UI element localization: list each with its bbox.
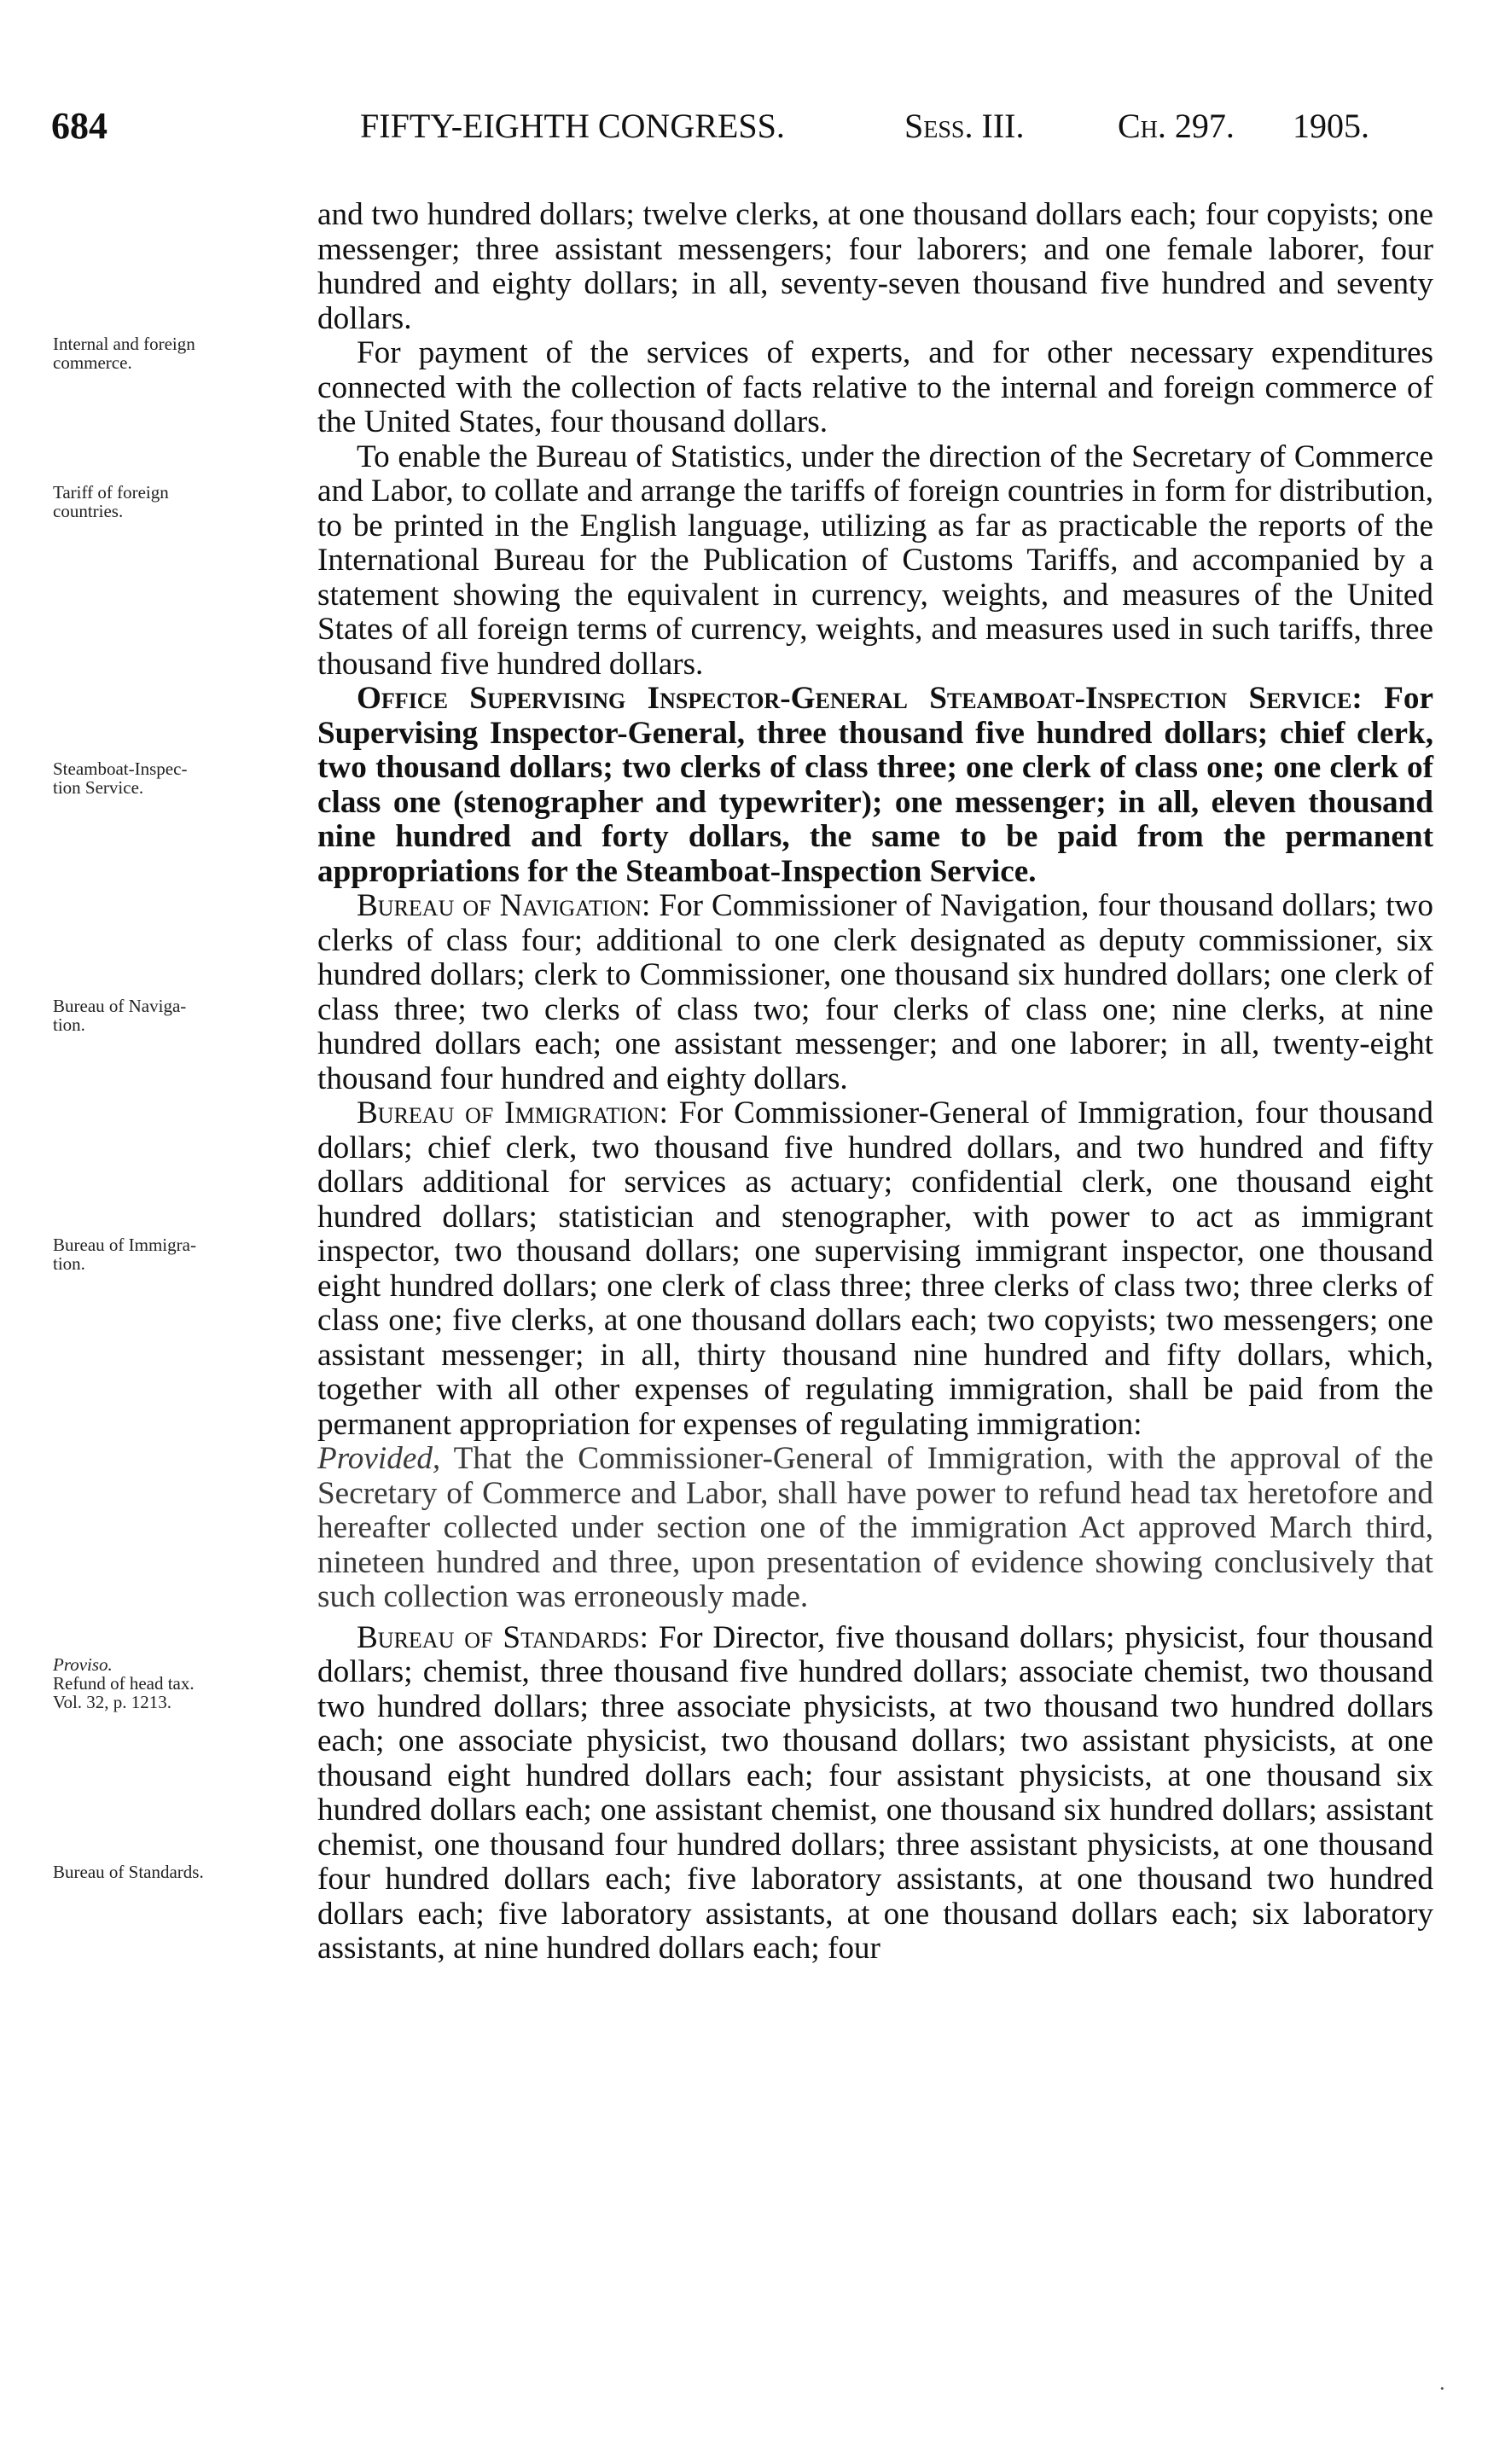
margin-note-internal-commerce: Internal and foreign commerce.	[53, 334, 195, 373]
margin-note-proviso	[53, 1655, 326, 1711]
immigration-body: For Commissioner-General of Immigration, four thousand dollars; chief clerk, two thousand five hundred dollars, and two hundred and fifty dollars additional for services as actuary; confidential clerk, one thousand eight hundred dollars; statistician and stenographer, with power to act as immigrant inspector, two thousand dollars; one supervising immigrant inspector, one thousand eight hundred dollars; one clerk of class three; three clerks of class two; three clerks of class one; five clerks, at one thousand dollars each; two copyists; two messengers; one assistant messenger; in all, thirty thousand nine hundred and fifty dollars, which, together with all other expenses of regulating immigration, shall be paid from the permanent appropriation for expenses of regulating immigration:	[317, 1095, 1433, 1442]
paragraph-immigration	[317, 1096, 1433, 1442]
standards-heading: Bureau of Standards:	[357, 1619, 648, 1655]
paragraph-steamboat-inspection	[317, 682, 1433, 889]
proviso-word: Provided,	[317, 1441, 441, 1476]
steamboat-heading: Office Supervising Inspector-General Steamboat-Inspection Service:	[357, 681, 1363, 716]
paragraph-tariffs: To enable the Bureau of Statistics, under the direction of the Secretary of Commerce and Labor, to collate and arrange the tariffs of foreign countries in form for distribution, to be printed in the English language, utilizing as far as practicable the reports of the International Bureau for the Publication of Customs Tariffs, and accompanied by a statement showing the equivalent in currency, weights, and measures of the United States of all foreign terms of currency, weights, and measures used in such tariffs, three thousand five hundred dollars.	[317, 439, 1433, 682]
standards-body: For Director, five thousand dollars; physicist, four thousand dollars; chemist, three thousand five hundred dollars; associate chemist, two thousand two hundred dollars; three associate physicists, at two thousand two hundred dollars each; one associate physicist, two thousand dollars; two assistant physicists, at one thousand eight hundred dollars each; four assistant physicists, at one thousand six hundred dollars each; one assistant chemist, one thousand six hundred dollars; assistant chemist, one thousand four hundred dollars; three assistant physicists, at one thousand four hundred dollars each; five laboratory assistants, at one thousand two hundred dollars each; five laboratory assistants, at one thousand dollars each; six laboratory assistants, at nine hundred dollars each; four	[317, 1619, 1433, 1966]
paragraph-navigation	[317, 889, 1433, 1096]
main-text-column	[317, 198, 1433, 1967]
page-header	[51, 101, 1382, 152]
immigration-heading: Bureau of Immigration:	[357, 1095, 668, 1130]
steamboat-body: For Supervising Inspector-General, three thousand five hundred dollars; chief clerk, two thousand dollars; two clerks of class three; one clerk of class one; one clerk of class one (stenographer and typewriter); one messenger; in all, eleven thousand nine hundred and forty dollars, the same to be paid from the permanent appropriations for the Steamboat-Inspection Service.	[317, 681, 1433, 889]
print-speck: ·	[1438, 2376, 1446, 2401]
refund-head-tax-label: Refund of head tax.	[53, 1673, 195, 1694]
paragraph-standards	[317, 1621, 1433, 1967]
year-label: 1905.	[1293, 107, 1369, 145]
paragraph-continued: and two hundred dollars; twelve clerks, at one thousand dollars each; four copyists; one messenger; three assistant messengers; four laborers; and one female laborer, four hundred and eighty dollars; in all, seventy-seven thousand five hundred and seventy dollars.	[317, 197, 1433, 336]
navigation-body: For Commissioner of Navigation, four thousand dollars; two clerks of class four; additional to one clerk designated as deputy commissioner, six hundred dollars; clerk to Commissioner, one thousand six hundred dollars; one clerk of class three; two clerks of class two; four clerks of class one; nine clerks, at nine hundred dollars each; one assistant messenger; and one laborer; in all, twenty-eight thousand four hundred and eighty dollars.	[317, 888, 1433, 1096]
volume-reference: Vol. 32, p. 1213.	[53, 1692, 172, 1712]
paragraph-internal-commerce: For payment of the services of experts, and for other necessary expenditures connected with the collection of facts relative to the internal and foreign commerce of the United States, four thousand dollars.	[317, 335, 1433, 439]
congress-title: FIFTY-EIGHTH CONGRESS.	[360, 107, 785, 145]
page-number: 684	[51, 105, 108, 147]
navigation-heading: Bureau of Navigation:	[357, 888, 651, 923]
margin-note-standards: Bureau of Standards.	[53, 1862, 204, 1882]
margin-note-navigation: Bureau of Naviga- tion.	[53, 996, 187, 1035]
margin-note-immigration: Bureau of Immigra- tion.	[53, 1235, 196, 1274]
session-label: Sess. III.	[904, 107, 1025, 145]
margin-note-steamboat: Steamboat-Inspec- tion Service.	[53, 758, 188, 798]
proviso-label: Proviso.	[53, 1654, 113, 1675]
proviso-body: That the Commissioner-General of Immigration, with the approval of the Secretary of Commerce and Labor, shall have power to refund head tax heretofore and hereafter collected under section one of the immigration Act approved March third, nineteen hundred and three, upon presentation of evidence showing conclusively that such collection was erroneously made.	[317, 1441, 1434, 1614]
chapter-label: Ch. 297.	[1118, 107, 1235, 145]
paragraph-proviso	[317, 1442, 1433, 1615]
margin-note-tariff: Tariff of foreign countries.	[53, 482, 169, 521]
